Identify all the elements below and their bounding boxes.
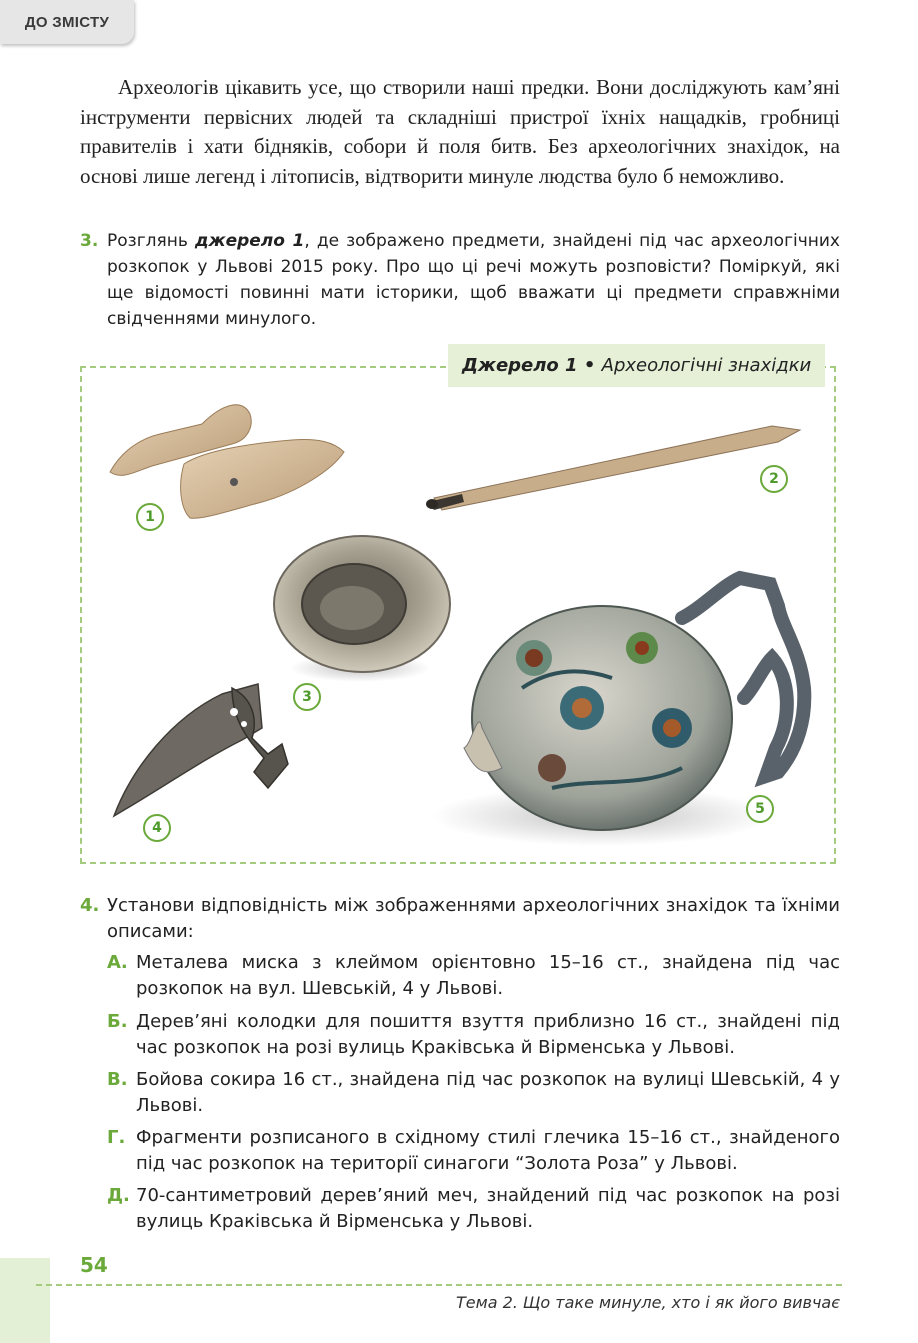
option-a bbox=[107, 950, 840, 1002]
wooden-sword-icon bbox=[426, 426, 800, 510]
task-4 bbox=[80, 893, 840, 945]
metal-bowl-icon bbox=[274, 536, 450, 682]
option-b-text: Дерев’яні колодки для пошиття взуття приблизно 16 ст., знайдені під час розкопок на розі вулиць Краківська й Вірменська у Львові. bbox=[136, 1011, 840, 1058]
task-3-text-before: Розглянь bbox=[107, 231, 195, 251]
task-4-text: Установи відповідність між зображеннями археологічних знахідок та їхніми описами: bbox=[107, 895, 840, 942]
marker-4-badge: 4 bbox=[143, 814, 171, 842]
source-title-label: Джерело 1 bbox=[462, 355, 578, 376]
option-v-text: Бойова сокира 16 ст., знайдена під час розкопок на вулиці Шевській, 4 у Львові. bbox=[136, 1069, 840, 1116]
source-title-bullet: • bbox=[577, 355, 602, 376]
option-v bbox=[107, 1067, 840, 1119]
back-to-contents-button[interactable]: ДО ЗМІСТУ bbox=[0, 0, 134, 44]
source-title-caption: Археологічні знахідки bbox=[601, 355, 812, 376]
task-3-source-ref: джерело 1 bbox=[194, 231, 305, 251]
option-b bbox=[107, 1009, 840, 1061]
battle-axe-icon bbox=[114, 684, 288, 816]
marker-5-badge: 5 bbox=[746, 795, 774, 823]
task-4-number: 4. bbox=[80, 895, 100, 916]
option-d-letter: Д. bbox=[107, 1185, 130, 1206]
marker-2-badge: 2 bbox=[760, 465, 788, 493]
option-h bbox=[107, 1125, 840, 1177]
wooden-shoe-lasts-icon bbox=[110, 405, 344, 518]
footer-chapter-title: Тема 2. Що таке минуле, хто і як його вивчає bbox=[456, 1293, 840, 1312]
intro-paragraph: Археологів цікавить усе, що створили наші предки. Вони досліджують кам’яні інструменти первісних людей та складніші пристрої їхніх нащадків, гробниці правителів і хати бідняків, собори й поля битв. Без археологічних знахідок, на основі лише легенд і літописів, відтворити минуле людства було б неможливо. bbox=[80, 75, 840, 188]
option-b-letter: Б. bbox=[107, 1011, 128, 1032]
artifacts-illustration bbox=[82, 368, 834, 862]
marker-1-badge: 1 bbox=[136, 503, 164, 531]
option-v-letter: В. bbox=[107, 1069, 128, 1090]
option-h-text: Фрагменти розписаного в східному стилі глечика 15–16 ст., знайденого під час розкопок на території синагоги “Золота Роза” у Львові. bbox=[136, 1127, 840, 1174]
task-3-text bbox=[107, 228, 840, 332]
footer-divider bbox=[36, 1284, 842, 1286]
option-d-text: 70-сантиметровий дерев’яний меч, знайдений під час розкопок на розі вулиць Краківська й Вірменська у Львові. bbox=[136, 1185, 840, 1232]
option-h-letter: Г. bbox=[107, 1127, 126, 1148]
option-a-letter: А. bbox=[107, 952, 128, 973]
option-a-text: Металева миска з клеймом орієнтовно 15–16 ст., знайдена під час розкопок на вул. Шевській, 4 у Львові. bbox=[136, 952, 840, 999]
option-d bbox=[107, 1183, 840, 1235]
page-side-tab bbox=[0, 1258, 50, 1343]
marker-3-badge: 3 bbox=[293, 683, 321, 711]
task-3 bbox=[80, 228, 840, 332]
task-3-number: 3. bbox=[80, 231, 99, 251]
page-number: 54 bbox=[80, 1253, 108, 1277]
task-3-text-after: , де зображено предмети, знайдені під час археологічних розкопок у Львові 2015 року. Про що ці речі можуть розповісти? Поміркуй, які ще відомості повинні мати історики, щоб вважати ці предмети справжніми свідченнями минулого. bbox=[107, 231, 840, 329]
